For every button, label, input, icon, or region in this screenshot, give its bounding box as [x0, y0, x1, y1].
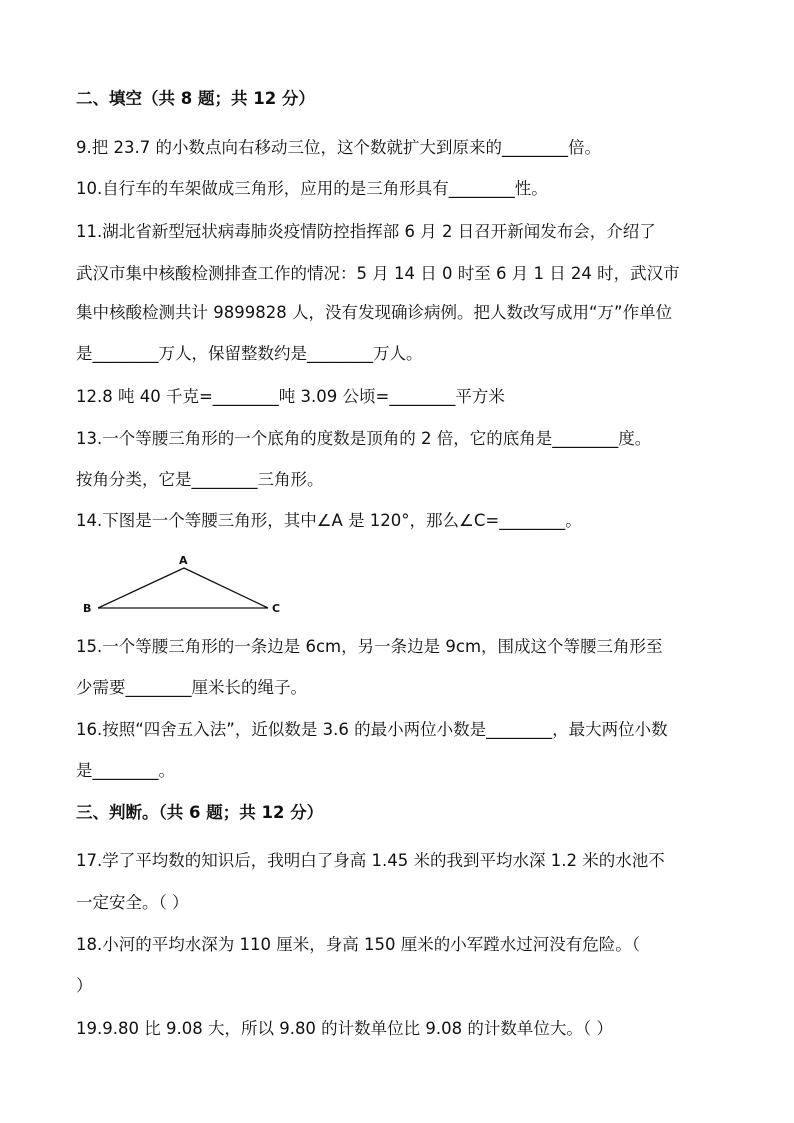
question-15-line-1: 15.一个等腰三角形的一条边是 6cm，另一条边是 9cm，围成这个等腰三角形至: [76, 637, 663, 656]
section-heading-true-false: 三、判断。（共 6 题；共 12 分）: [76, 803, 324, 822]
question-14: 14.下图是一个等腰三角形，其中∠A 是 120°，那么∠C=________。: [76, 511, 582, 530]
question-19: 19.9.80 比 9.08 大，所以 9.80 的计数单位比 9.08 的计数单位大。（ ）: [76, 1019, 613, 1038]
question-17-line-1: 17.学了平均数的知识后，我明白了身高 1.45 米的我到平均水深 1.2 米的水池不: [76, 851, 665, 870]
question-15-line-2: 少需要________厘米长的绳子。: [76, 678, 307, 697]
question-11-line-1: 11.湖北省新型冠状病毒肺炎疫情防控指挥部 6 月 2 日召开新闻发布会，介绍了: [76, 222, 656, 241]
question-11-line-4: 是________万人，保留整数约是________万人。: [76, 344, 423, 363]
question-16-line-1: 16.按照“四舍五入法”，近似数是 3.6 的最小两位小数是________，最大两位小数: [76, 720, 668, 739]
question-16-line-2: 是________。: [76, 761, 175, 780]
vertex-label-a: A: [179, 554, 188, 567]
question-13-line-1: 13.一个等腰三角形的一个底角的度数是顶角的 2 倍，它的底角是________度。: [76, 429, 652, 448]
question-18-line-2: ）: [76, 976, 93, 995]
question-18-line-1: 18.小河的平均水深为 110 厘米，身高 150 厘米的小军蹚水过河没有危险。（: [76, 935, 640, 954]
question-11-line-2: 武汉市集中核酸检测排查工作的情况：5 月 14 日 0 时至 6 月 1 日 24 时，武汉市: [76, 264, 680, 283]
vertex-label-c: C: [272, 602, 281, 615]
question-10: 10.自行车的车架做成三角形，应用的是三角形具有________性。: [76, 179, 548, 198]
isosceles-triangle-figure: [78, 552, 298, 622]
question-12: 12.8 吨 40 千克=________吨 3.09 公顷=________平方米: [76, 387, 505, 406]
question-11-line-3: 集中核酸检测共计 9899828 人，没有发现确诊病例。把人数改写成用“万”作单位: [76, 303, 673, 322]
question-17-line-2: 一定安全。（ ）: [76, 893, 189, 912]
vertex-label-b: B: [83, 602, 92, 615]
question-13-line-2: 按角分类，它是________三角形。: [76, 470, 324, 489]
triangle-outline: [98, 568, 268, 608]
section-heading-fill-blank: 二、填空（共 8 题；共 12 分）: [76, 89, 315, 108]
question-9: 9.把 23.7 的小数点向右移动三位，这个数就扩大到原来的________倍。: [76, 138, 601, 157]
